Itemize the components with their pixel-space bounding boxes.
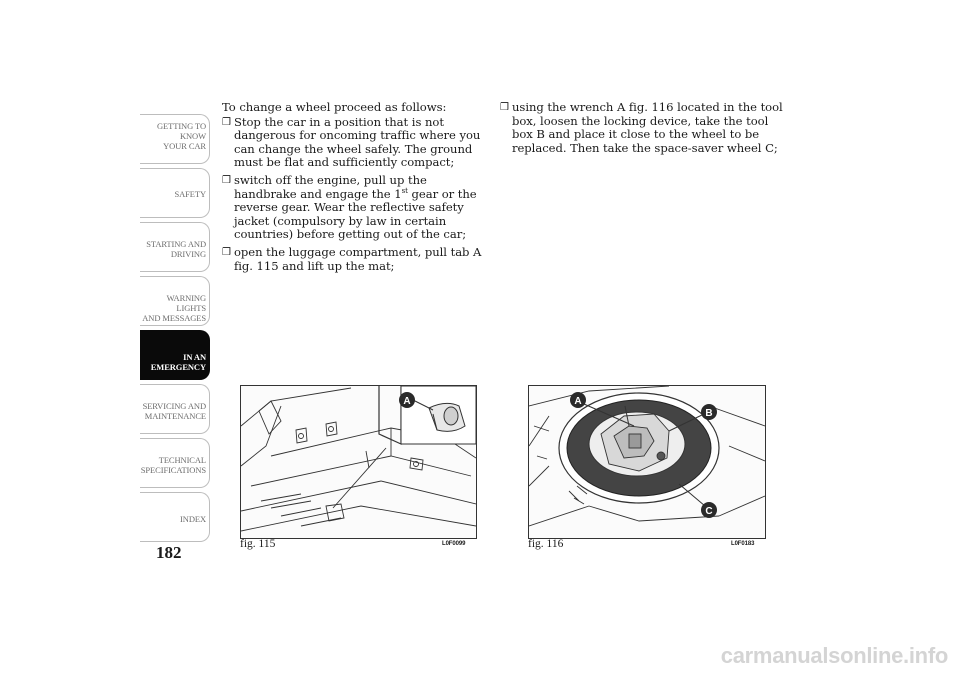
figure-115-code: L0F0099 bbox=[442, 541, 466, 547]
callout-a-icon bbox=[570, 392, 586, 408]
figure-115-luggage-compartment bbox=[240, 385, 477, 539]
callout-b-icon bbox=[701, 404, 717, 420]
checkbox-bullet-icon: ❒ bbox=[500, 102, 509, 113]
tab-label-line1: INDEX bbox=[180, 514, 206, 524]
list-item bbox=[222, 116, 492, 170]
tab-getting-to-know-your-car[interactable] bbox=[140, 114, 210, 164]
list-item-text-cont: gear or the reverse gear. Wear the reflective safety jacket (compulsory by law in certain countries) before getting out of the car; bbox=[234, 186, 477, 242]
checkbox-bullet-icon: ❒ bbox=[222, 174, 231, 186]
figure-115-caption: fig. 115 bbox=[240, 538, 276, 550]
text-column-right bbox=[500, 101, 790, 159]
list-item bbox=[500, 101, 790, 155]
tab-label-line2: DRIVING bbox=[170, 249, 206, 259]
callout-a-icon bbox=[399, 392, 415, 408]
tab-safety[interactable] bbox=[140, 168, 210, 218]
tab-label-line2: MAINTENANCE bbox=[144, 411, 206, 421]
ordinal-suffix: st bbox=[401, 186, 408, 195]
tab-label-line1: SAFETY bbox=[174, 189, 206, 199]
callout-label-a: A bbox=[574, 396, 582, 407]
tab-label-line1: GETTING TO KNOW bbox=[157, 121, 206, 141]
tab-starting-and-driving[interactable] bbox=[140, 222, 210, 272]
list-item-text: switch off the engine, pull up the handbrake and engage the 1 bbox=[234, 172, 427, 201]
tab-label-line1: WARNING LIGHTS bbox=[166, 293, 206, 313]
tab-index[interactable] bbox=[140, 492, 210, 542]
tab-label-line1: IN AN EMERGENCY bbox=[150, 352, 206, 372]
checkbox-bullet-icon: ❒ bbox=[222, 116, 231, 128]
callout-label-b: B bbox=[705, 408, 713, 419]
list-item bbox=[222, 174, 492, 242]
list-item-text: using the wrench A fig. 116 located in the tool box, loosen the locking device, take the tool box B and place it close to the wheel to be replaced. Then take the space-saver wheel C; bbox=[512, 100, 783, 155]
list-item-text: Stop the car in a position that is not dangerous for oncoming traffic where you can change the wheel safely. The ground must be flat and sufficiently compact; bbox=[234, 114, 481, 170]
tab-warning-lights-and-messages[interactable] bbox=[140, 276, 210, 326]
page-number: 182 bbox=[156, 543, 182, 562]
tab-label-line2: AND MESSAGES bbox=[142, 313, 206, 323]
tab-label-line1: STARTING AND bbox=[146, 239, 206, 249]
intro-text: To change a wheel proceed as follows: bbox=[222, 100, 447, 114]
figure-116-caption: fig. 116 bbox=[528, 538, 564, 550]
list-item-text: open the luggage compartment, pull tab A fig. 115 and lift up the mat; bbox=[234, 244, 482, 273]
figure-116-spare-wheel-well bbox=[528, 385, 766, 539]
text-column-left bbox=[222, 101, 492, 277]
callout-c-icon bbox=[701, 502, 717, 518]
spare-wheel-illustration bbox=[529, 386, 765, 538]
figure-116-code: L0F0183 bbox=[731, 541, 755, 547]
tab-label-line1: SERVICING AND bbox=[142, 401, 206, 411]
tab-label-line2: YOUR CAR bbox=[163, 141, 206, 151]
tab-in-an-emergency[interactable] bbox=[140, 330, 210, 380]
callout-label-a: A bbox=[403, 396, 411, 407]
callout-label-c: C bbox=[705, 506, 713, 517]
tab-technical-specifications[interactable] bbox=[140, 438, 210, 488]
list-item bbox=[222, 246, 492, 273]
luggage-compartment-illustration bbox=[241, 386, 476, 538]
watermark-text: carmanualsonline.info bbox=[720, 643, 948, 668]
checkbox-bullet-icon: ❒ bbox=[222, 246, 231, 258]
tab-label-line1: TECHNICAL bbox=[158, 455, 206, 465]
tab-label-line2: SPECIFICATIONS bbox=[140, 465, 206, 475]
tab-servicing-and-maintenance[interactable] bbox=[140, 384, 210, 434]
